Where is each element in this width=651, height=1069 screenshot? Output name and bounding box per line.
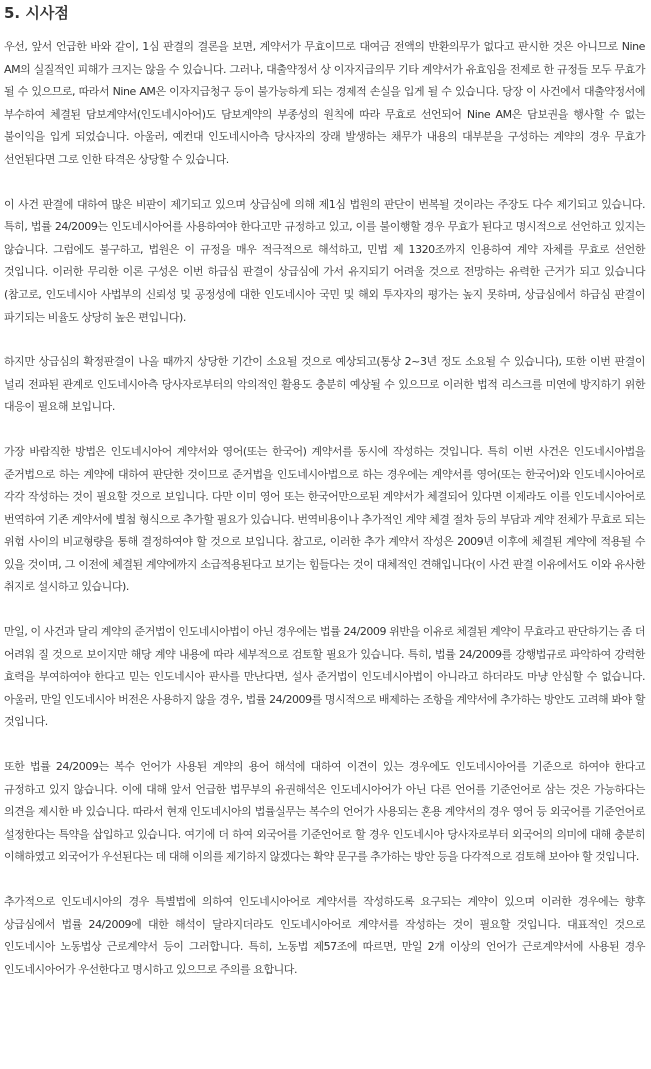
section-title: 5. 시사점 (4, 4, 69, 22)
paragraph-1: 우선, 앞서 언급한 바와 같이, 1심 판결의 결론을 보면, 계약서가 무효이므로 대여금 전액의 반환의무가 없다고 판시한 것은 아니므로 Nine AM의 실질적인 피해가 크지는 않을 수 있습니다. 그러나, 대출약정서 상 이자지급의무 기타 계약서가 유효임을 전제로 한 규정들 모두 무효가 될 수 있으므로, 따라서 Nine AM은 이자지급청구 등이 불가능하게 되는 경제적 손실을 입게 될 수 있습니다. 당장 이 사건에서 대출약정서에 부수하여 체결된 담보계약서(인도네시아어)도 담보계약의 부종성의 원칙에 따라 무효로 선언되어 Nine AM은 담보권을 행사할 수 없는 불이익을 입게 되었습니다. 아울러, 예컨대 인도네시아측 당사자의 장래 발생하는 채무가 내용의 대부분을 구성하는 계약의 경우 무효가 선언된다면 그로 인한 타격은 상당할 수 있습니다. (4, 40, 645, 166)
paragraph-3: 하지만 상급심의 확정판결이 나올 때까지 상당한 기간이 소요될 것으로 예상되고(통상 2~3년 정도 소요될 수 있습니다), 또한 이번 판결이 널리 전파된 관계로 인도네시아측 당사자로부터의 악의적인 활용도 충분히 예상될 수 있으므로 이러한 법적 리스크를 미연에 방지하기 위한 대응이 필요해 보입니다. (4, 355, 645, 414)
paragraph-4: 가장 바람직한 방법은 인도네시아어 계약서와 영어(또는 한국어) 계약서를 동시에 작성하는 것입니다. 특히 이번 사건은 인도네시아법을 준거법으로 하는 계약에 대하여 판단한 것이므로 준거법을 인도네시아법으로 하는 경우에는 계약서를 영어(또는 한국어)와 인도네시아어로 각각 작성하는 것이 필요할 것으로 보입니다. 다만 이미 영어 또는 한국어만으로된 계약서가 체결되어 있다면 이제라도 이를 인도네시아어로 번역하여 기존 계약서에 별첨 형식으로 추가할 필요가 있습니다. 번역비용이나 추가적인 계약 체결 절차 등의 부담과 계약 전체가 무효로 되는 위험 사이의 비교형량을 통해 결정하여야 할 것으로 보입니다. 참고로, 이러한 추가 계약서 작성은 2009년 이후에 체결된 계약에 적용될 수 있을 것이며, 그 이전에 체결된 계약에까지 소급적용된다고 보기는 힘들다는 것이 대체적인 견해입니다(이 사건 판결 이유에서도 이와 유사한 취지로 설시하고 있습니다). (4, 444, 645, 594)
paragraph-7: 추가적으로 인도네시아의 경우 특별법에 의하여 인도네시아어로 계약서를 작성하도록 요구되는 계약이 있으며 이러한 경우에는 향후 상급심에서 법률 24/2009에 대한 해석이 달라지더라도 인도네시아어로 계약서를 작성하는 것이 필요할 것입니다. 대표적인 것으로 인도네시아 노동법상 근로계약서 등이 그러합니다. 특히, 노동법 제57조에 따르면, 만일 2개 이상의 언어가 근로계약서에 사용된 경우 인도네시아어가 우선한다고 명시하고 있으므로 주의를 요합니다. (4, 895, 645, 976)
paragraph-5: 만일, 이 사건과 달리 계약의 준거법이 인도네시아법이 아닌 경우에는 법률 24/2009 위반을 이유로 체결된 계약이 무효라고 판단하기는 좀 더 어려워 질 것으로 보이지만 해당 계약 내용에 따라 세부적으로 검토할 필요가 있습니다. 특히, 법률 24/2009를 강행법규로 파악하여 강력한 효력을 부여하여야 한다고 믿는 인도네시아 판사를 만난다면, 설사 준거법이 인도네시아법이 아니라고 하더라도 마냥 안심할 수 없습니다. 아울러, 만일 인도네시아 버전은 사용하지 않을 경우, 법률 24/2009를 명시적으로 배제하는 조항을 계약서에 추가하는 방안도 고려해 봐야 할 것입니다. (4, 625, 645, 729)
paragraph-6: 또한 법률 24/2009는 복수 언어가 사용된 계약의 용어 해석에 대하여 이견이 있는 경우에도 인도네시아어를 기준으로 하여야 한다고 규정하고 있지 않습니다. 이에 대해 앞서 언급한 법무부의 유권해석은 인도네시아어가 아닌 다른 언어를 기준언어로 삼는 것은 가능하다는 의견을 제시한 바 있습니다. 따라서 현재 인도네시아의 법률실무는 복수의 언어가 사용되는 혼용 계약서의 경우 영어 등 외국어를 기준언어로 설정한다는 특약을 삽입하고 있습니다. 여기에 더 하여 외국어를 기준언어로 할 경우 인도네시아 당사자로부터 외국어의 의미에 대해 충분히 이해하였고 외국어가 우선된다는 데 대해 이의를 제기하지 않겠다는 확약 문구를 추가하는 방안 등을 다각적으로 검토해 보아야 할 것입니다. (4, 760, 645, 864)
paragraph-2: 이 사건 판결에 대하여 많은 비판이 제기되고 있으며 상급심에 의해 제1심 법원의 판단이 번복될 것이라는 주장도 다수 제기되고 있습니다. 특히, 법률 24/2009는 인도네시아어를 사용하여야 한다고만 규정하고 있고, 이를 불이행할 경우 무효가 된다고 명시적으로 선언하고 있지는 않습니다. 그럼에도 불구하고, 법원은 이 규정을 매우 적극적으로 해석하고, 민법 제 1320조까지 인용하여 계약 자체를 무효로 선언한 것입니다. 이러한 무리한 이론 구성은 이번 하급심 판결이 상급심에 가서 유지되기 어려울 것으로 전망하는 유력한 근거가 되고 있습니다(참고로, 인도네시아 사법부의 신뢰성 및 공정성에 대한 인도네시아 국민 및 해외 투자자의 평가는 높지 못하며, 상급심에서 하급심 판결이 파기되는 비율도 상당히 높은 편입니다). (4, 197, 645, 324)
